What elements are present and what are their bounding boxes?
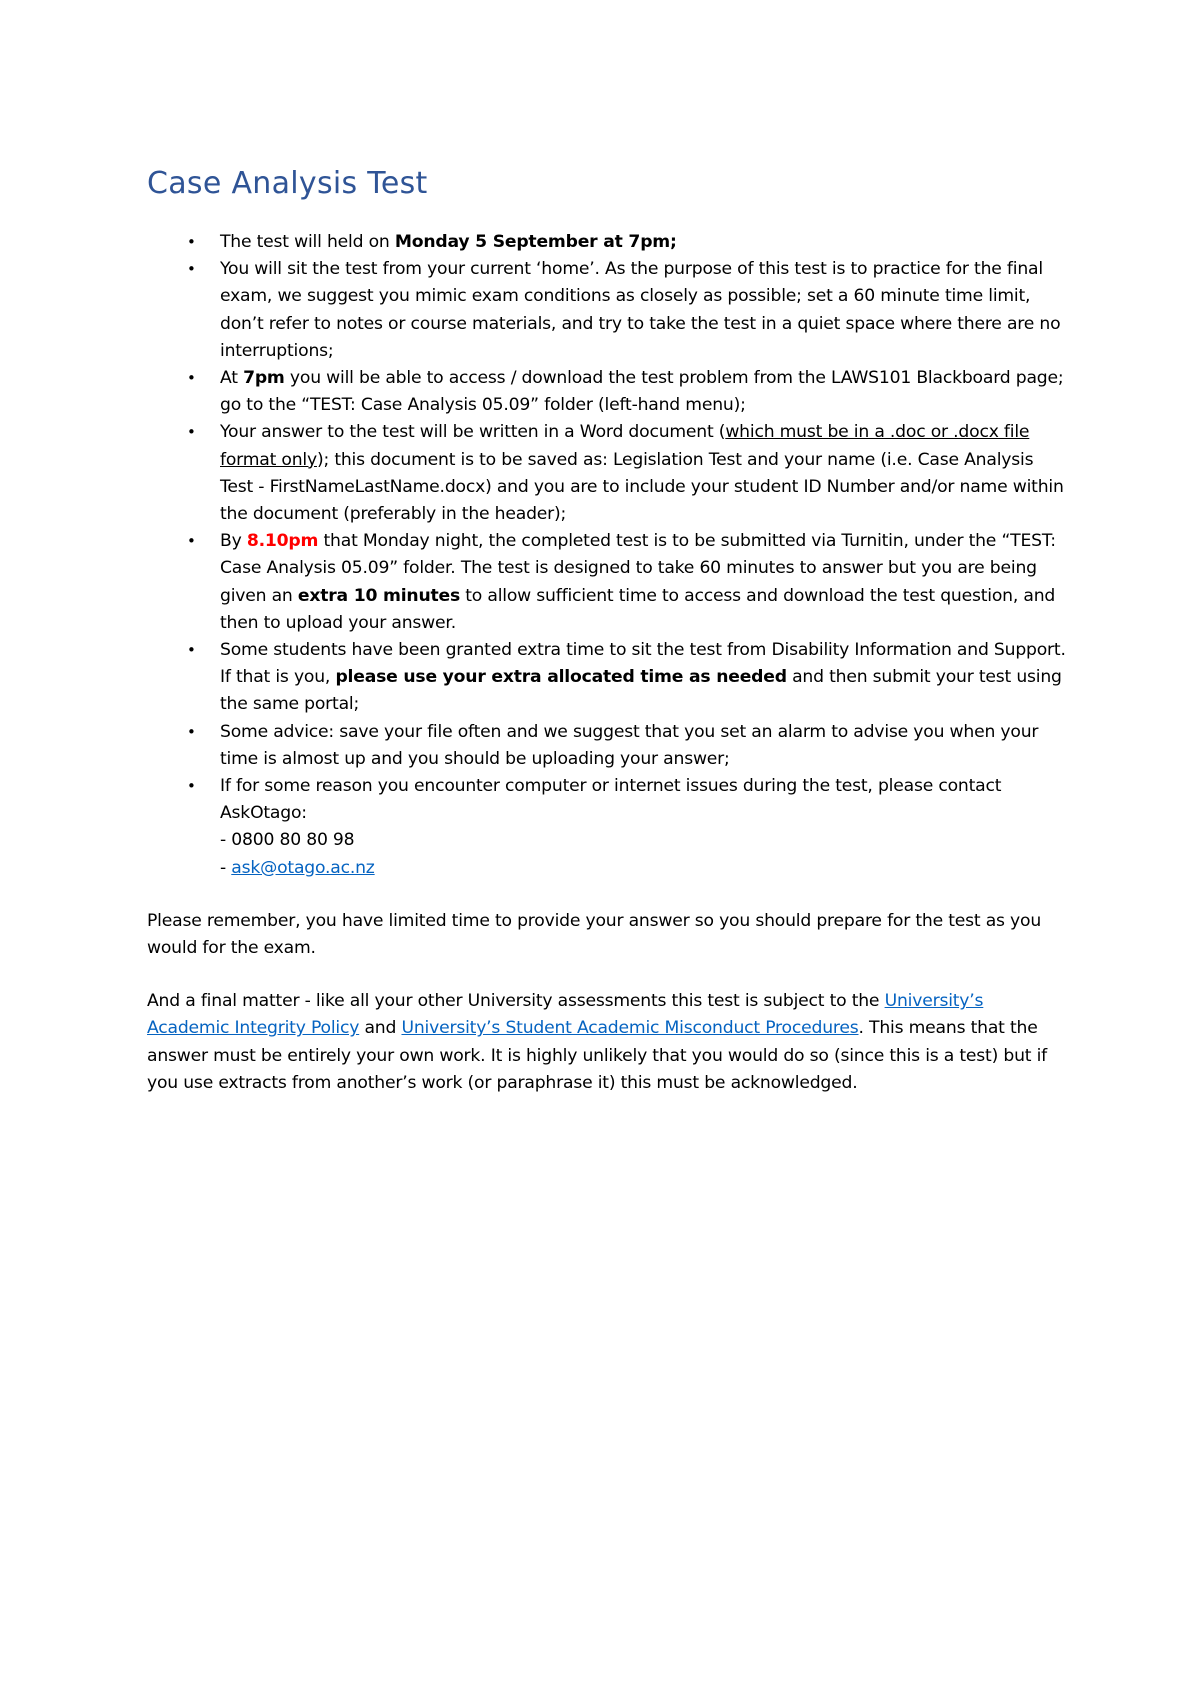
list-item bbox=[147, 719, 1067, 773]
paragraph-text: And a final matter - like all your other University assessments this test is subject to the bbox=[147, 991, 885, 1012]
bullet-text: If for some reason you encounter computer or internet issues during the test, please contact AskOtago: bbox=[220, 776, 1002, 824]
bullet-dot-icon: • bbox=[187, 260, 196, 279]
bullet-dot-icon: • bbox=[187, 777, 196, 796]
list-item bbox=[147, 229, 1067, 256]
bullet-text: The test will held on bbox=[220, 232, 395, 252]
document-body bbox=[147, 166, 1067, 1097]
bullet-text: Some students have been granted extra time to sit the test from Disability Information and Support. If that is you, bbox=[220, 640, 1066, 688]
bullet-bold-text: Monday 5 September at 7pm; bbox=[394, 232, 677, 252]
bullet-text: At bbox=[220, 368, 244, 389]
bullet-text: to allow sufficient time to access and download the test question, and then to upload your answer. bbox=[220, 585, 1056, 633]
list-item bbox=[147, 365, 1067, 419]
bullet-text: and then submit your test using the same portal; bbox=[220, 667, 1062, 715]
email-dash: - bbox=[220, 857, 232, 878]
bullet-text: Some advice: save your file often and we suggest that you set an alarm to advise you when your time is almost up and you should be uploading your answer; bbox=[220, 721, 1039, 769]
bullet-dot-icon: • bbox=[187, 423, 196, 442]
email-link[interactable]: ask@otago.ac.nz bbox=[231, 857, 375, 878]
instruction-list bbox=[147, 229, 1067, 882]
bullet-bold-text: 7pm bbox=[243, 368, 285, 389]
misconduct-procedures-link[interactable]: University’s Student Academic Misconduct Procedures bbox=[401, 1018, 859, 1039]
bullet-dot-icon: • bbox=[187, 369, 196, 388]
paragraph-text: . This means that the answer must be entirely your own work. It is highly unlikely that you would do so (since this is a test) but if you use extracts from another’s work (or paraphrase it) this must be acknowledged. bbox=[147, 1018, 1047, 1093]
bullet-dot-icon: • bbox=[187, 641, 196, 660]
bullet-dot-icon: • bbox=[187, 722, 196, 741]
reminder-paragraph: Please remember, you have limited time to provide your answer so you should prepare for the test as you would for the exam. bbox=[147, 910, 1042, 959]
contact-email-line bbox=[220, 855, 1067, 882]
bullet-dot-icon: • bbox=[187, 532, 196, 551]
bullet-text: Your answer to the test will be written in a Word document ( bbox=[220, 422, 726, 443]
bullet-text: By bbox=[220, 531, 247, 552]
bullet-bold-text: extra 10 minutes bbox=[297, 585, 460, 606]
list-item bbox=[147, 528, 1067, 637]
bullet-dot-icon: • bbox=[187, 233, 196, 251]
list-item bbox=[147, 256, 1067, 365]
list-item bbox=[147, 773, 1067, 882]
list-item bbox=[147, 419, 1067, 528]
bullet-underlined-text: which must be in a .doc or .docx file format only bbox=[220, 422, 1030, 470]
bullet-bold-text: please use your extra allocated time as needed bbox=[335, 667, 787, 688]
integrity-paragraph bbox=[147, 988, 1067, 1097]
academic-integrity-policy-link[interactable]: University’s Academic Integrity Policy bbox=[147, 991, 984, 1039]
bullet-text: that Monday night, the completed test is to be submitted via Turnitin, under the “TEST: Case Analysis 05.09” folder. The test is designed to take 60 minutes to answer but you are being given an bbox=[220, 531, 1056, 606]
list-item bbox=[147, 637, 1067, 719]
deadline-highlight: 8.10pm bbox=[246, 531, 319, 552]
bullet-text: You will sit the test from your current ‘home’. As the purpose of this test is to practice for the final exam, we suggest you mimic exam conditions as closely as possible; set a 60 minute time limit, don’t refer to notes or course materials, and try to take the test in a quiet space where there are no interruptions; bbox=[220, 259, 1061, 361]
paragraph-text: and bbox=[359, 1018, 402, 1039]
bullet-text: ); this document is to be saved as: Legislation Test and your name (i.e. Case Analysis Test - FirstNameLastName.docx) and you are to include your student ID Number and/or name within the document (preferably in the header); bbox=[220, 449, 1064, 525]
bullet-text: you will be able to access / download the test problem from the LAWS101 Blackboard page; go to the “TEST: Case Analysis 05.09” folder (left-hand menu); bbox=[220, 368, 1064, 416]
contact-phone: - 0800 80 80 98 bbox=[220, 830, 355, 851]
page-title: Case Analysis Test bbox=[147, 166, 428, 201]
